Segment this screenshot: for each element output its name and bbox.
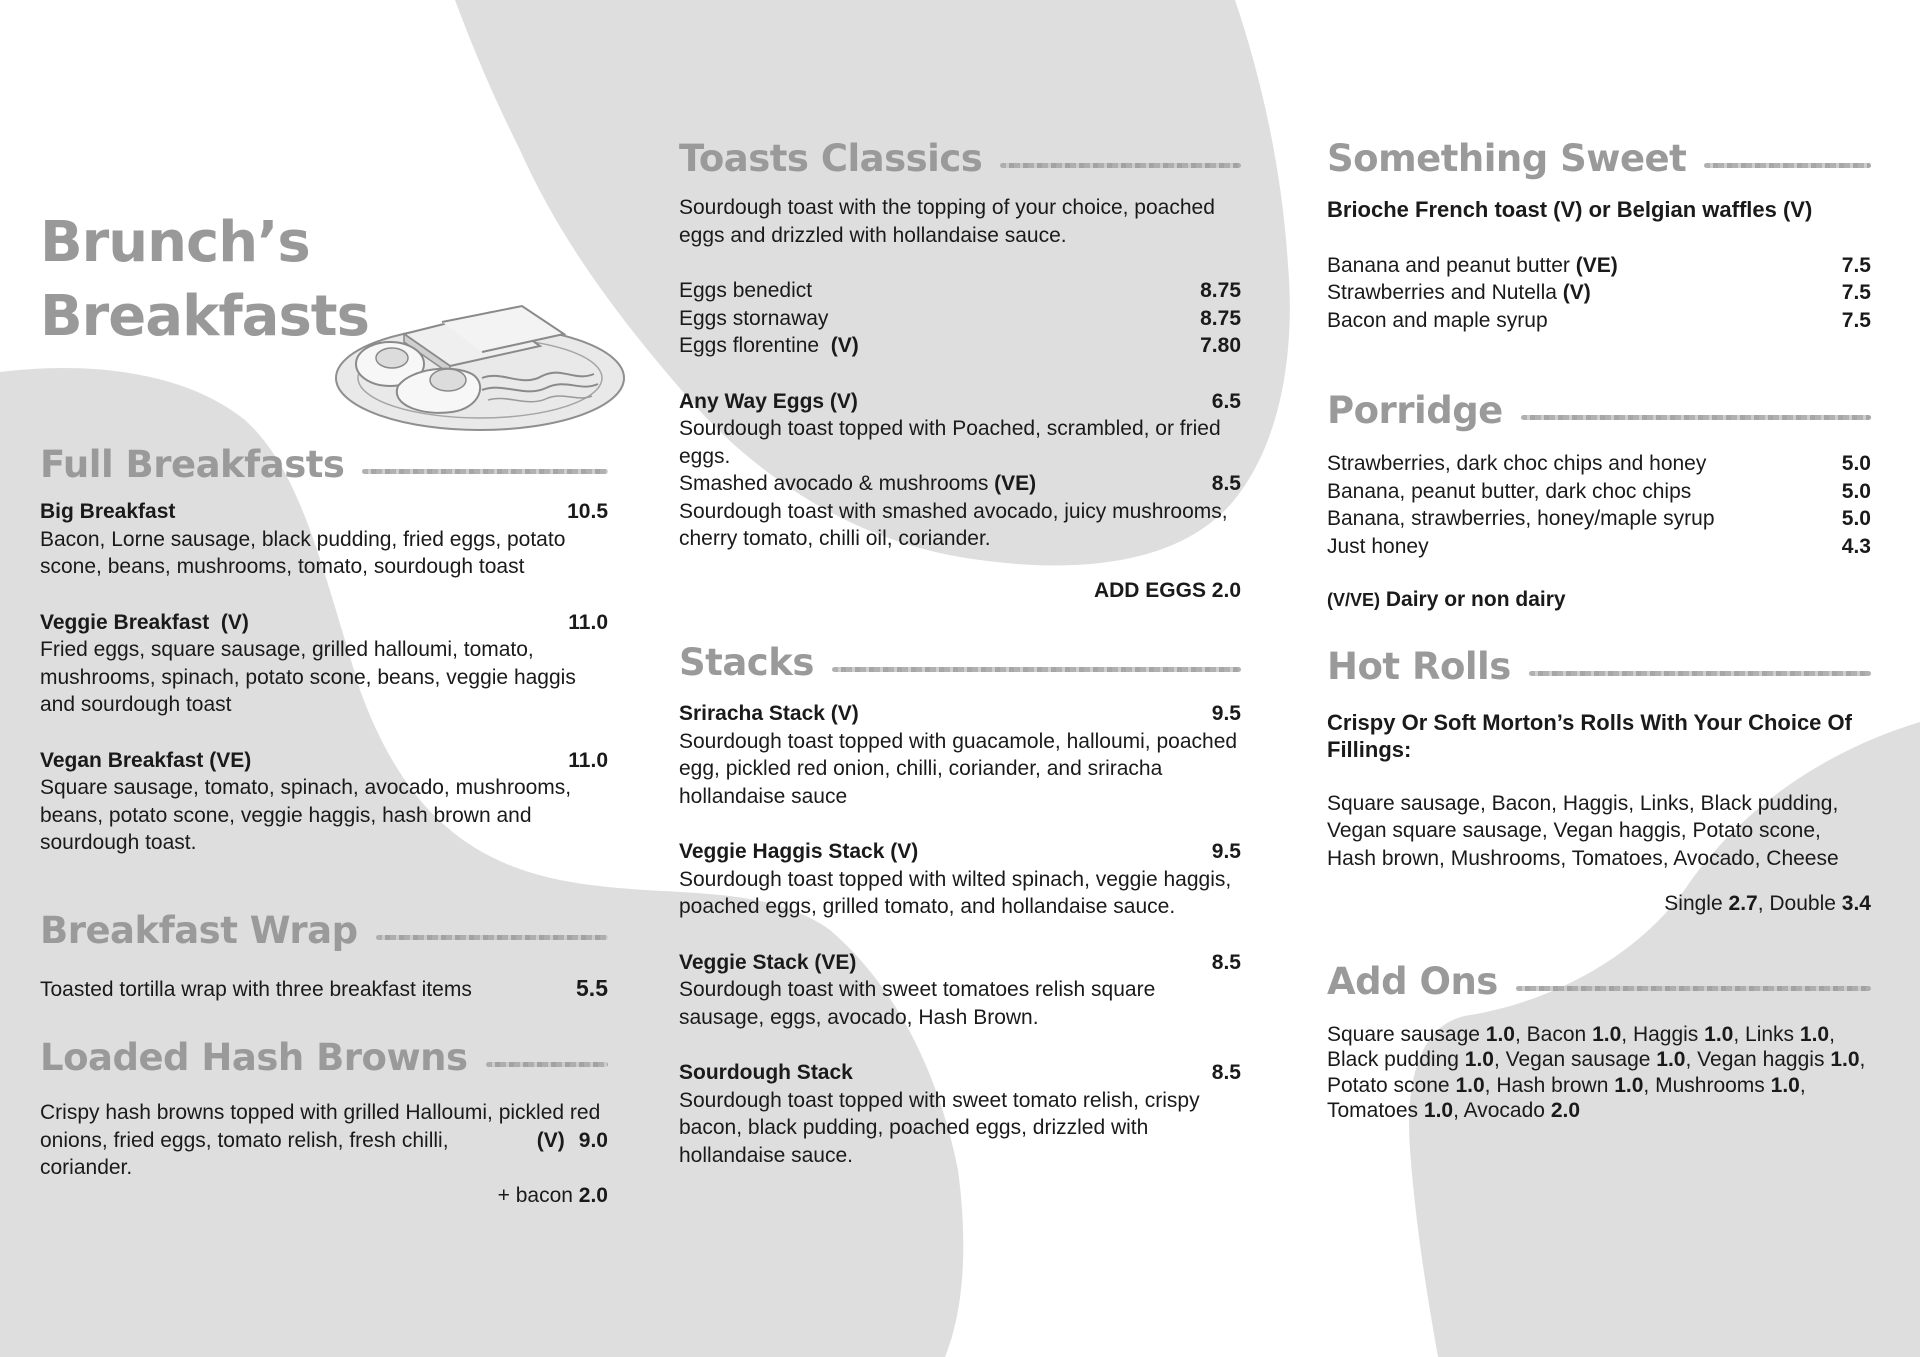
addon-price: 1.0 [1485,1022,1515,1046]
item-price: 5.0 [1841,479,1871,503]
addon-name: Black pudding [1327,1048,1459,1071]
item-price: 8.5 [1211,472,1241,495]
roll-prices: Single 2.7, Double 3.4 [1664,892,1871,915]
toasts-classics-heading: Toasts Classics [679,134,1241,182]
note-text: Dairy or non dairy [1385,588,1566,611]
menu-item [40,609,608,719]
double-label: Double [1769,892,1836,915]
full-breakfasts-section [40,440,608,857]
section-intro: Sourdough toast with the topping of your choice, poached eggs and drizzled with hollandaise sauce. [679,196,1215,247]
addon-name: Mushrooms [1655,1073,1765,1097]
addon-price: 2.0 [1550,1099,1581,1122]
single-label: Single [1664,892,1723,915]
porridge-section [1327,386,1871,615]
menu-item [679,470,1241,553]
item-name: Eggs florentine [679,334,820,357]
addon-name: Hash brown [1496,1073,1609,1097]
item-description: Crispy hash browns topped with grilled Halloumi, pickled red [40,1101,601,1124]
heading-rule [1521,415,1871,420]
item-description-cont: onions, fried eggs, tomato relish, fresh chilli, coriander. [40,1128,449,1179]
note-tag: (V/VE) [1327,590,1381,610]
item-tag: (V) [1562,281,1591,304]
heading-rule [1000,163,1241,168]
addon-name: Tomatoes [1327,1099,1419,1122]
menu-item [1327,307,1871,335]
left-column [40,206,608,1209]
menu-item [40,1127,608,1182]
porridge-note [1327,586,1871,615]
menu-item [679,305,1241,333]
heading-rule [1516,986,1871,991]
item-price: 7.5 [1841,281,1871,304]
item-description: Toasted tortilla wrap with three breakfast items [40,977,472,1001]
item-name: Just honey [1327,534,1429,558]
item-name: Strawberries, dark choc chips and honey [1327,452,1707,475]
fillings-list: Square sausage, Bacon, Haggis, Links, Black pudding, Vegan square sausage, Vegan haggis, Potato scone, Hash brown, Mushrooms, Tomatoes, Avocado, Cheese [1327,791,1839,870]
item-name: Big Breakfast [40,500,176,523]
item-description: Fried eggs, square sausage, grilled halloumi, tomato, mushrooms, spinach, potato scone, beans, veggie haggis and sourdough toast [40,638,576,716]
item-description: Square sausage, tomato, spinach, avocado, mushrooms, beans, potato scone, veggie haggis, hash brown and sourdough toast. [40,776,572,854]
addon-name: Haggis [1632,1022,1699,1046]
addon-price: 1.0 [1464,1048,1494,1071]
addon-name: Vegan sausage [1505,1048,1651,1071]
title-line-1: Brunch’s [40,210,310,275]
item-description: Sourdough toast with sweet tomatoes relish square sausage, eggs, avocado, Hash Brown. [679,978,1156,1029]
item-description: Sourdough toast topped with Poached, scrambled, or fried eggs. [679,417,1221,468]
hot-rolls-section [1327,643,1871,918]
heading-rule [376,935,608,940]
addon-price: 1.0 [1455,1073,1485,1097]
item-price: 6.5 [1211,389,1241,413]
porridge-heading: Porridge [1327,386,1871,434]
middle-column [679,134,1241,1169]
addon-price: 1.0 [1592,1022,1622,1046]
right-column [1327,134,1871,1124]
extra-label: + bacon [497,1183,573,1207]
item-name: Banana and peanut butter [1327,253,1570,277]
item-name: Veggie Breakfast (V) [40,610,249,634]
addon-name: Links [1745,1022,1795,1046]
item-name: Banana, peanut butter, dark choc chips [1327,479,1692,503]
addon-price: 1.0 [1830,1048,1860,1071]
breakfast-wrap-heading: Breakfast Wrap [40,907,608,955]
item-name: Vegan Breakfast (VE) [40,748,252,772]
heading-rule [1529,671,1871,676]
addon-price: 1.0 [1656,1048,1686,1071]
loaded-hash-browns-section [40,1033,608,1209]
item-name: Veggie Stack (VE) [679,950,857,974]
menu-item [679,1059,1241,1169]
addon-name: Vegan haggis [1697,1048,1825,1071]
item-name: Smashed avocado & mushrooms [679,472,989,495]
something-sweet-heading: Something Sweet [1327,134,1871,182]
heading-rule [362,469,608,474]
section-subtitle: Crispy Or Soft Morton’s Rolls With Your Choice Of Fillings: [1327,709,1852,762]
item-name: Eggs stornaway [679,306,829,330]
toasts-classics-section [679,134,1241,604]
item-description: Bacon, Lorne sausage, black pudding, fried eggs, potato scone, beans, mushrooms, tomato, sourdough toast [40,527,566,578]
item-tag: (V) [536,1128,565,1152]
stacks-heading: Stacks [679,638,1241,686]
single-price: 2.7 [1728,892,1758,915]
item-price: 7.5 [1841,253,1871,277]
menu-item [679,388,1241,471]
heading-rule [832,667,1241,672]
menu-item [40,498,608,581]
addon-price: 1.0 [1423,1099,1454,1122]
addon-price: 1.0 [1614,1073,1644,1097]
add-eggs-note: ADD EGGS 2.0 [1093,578,1241,602]
item-description: Sourdough toast topped with guacamole, halloumi, poached egg, pickled red onion, chilli, coriander, and sriracha hollandaise sauce [679,729,1238,808]
item-tag: (V) [830,334,859,357]
menu-item [40,975,608,1004]
addon-name: Square sausage [1327,1022,1480,1046]
menu-item [679,277,1241,305]
full-breakfasts-heading: Full Breakfasts [40,440,608,488]
item-price: 5.0 [1841,452,1871,475]
item-price: 7.80 [1200,334,1241,357]
menu-item [40,747,608,857]
item-name: Veggie Haggis Stack (V) [679,840,919,863]
item-name: Sourdough Stack [679,1061,853,1084]
item-price: 9.0 [578,1128,608,1152]
menu-item [679,332,1241,360]
item-price: 10.5 [567,500,608,523]
menu-item [679,949,1241,1032]
item-price: 4.3 [1841,534,1871,558]
item-name: Banana, strawberries, honey/maple syrup [1327,507,1715,530]
loaded-hash-browns-heading: Loaded Hash Browns [40,1033,608,1081]
add-ons-list: Square sausage 1.0, Bacon 1.0, Haggis 1.0, Links 1.0, Black pudding 1.0, Vegan sausage 1.0, Vegan haggis 1.0, Potato scone 1.0, Hash brown 1.0, Mushrooms 1.0, Tomatoes 1.0, Avocado 2.0 [1327,1022,1866,1122]
addon-name: Potato scone [1327,1073,1450,1097]
item-price: 5.0 [1841,507,1871,530]
item-name: Bacon and maple syrup [1327,308,1548,332]
item-name: Any Way Eggs (V) [679,389,858,413]
item-price: 8.5 [1211,950,1241,974]
hot-rolls-heading: Hot Rolls [1327,643,1871,691]
add-ons-heading: Add Ons [1327,958,1871,1006]
menu-item [1327,279,1871,307]
extra-price: 2.0 [578,1183,608,1207]
item-name: Sriracha Stack (V) [679,702,859,725]
item-tag: (VE) [994,472,1037,495]
item-price: 9.5 [1211,702,1241,725]
add-ons-section [1327,958,1871,1124]
item-name: Eggs benedict [679,279,813,302]
item-price: 11.0 [568,748,608,772]
something-sweet-section [1327,134,1871,334]
addon-price: 1.0 [1704,1022,1734,1046]
item-price: 8.75 [1200,279,1241,302]
breakfast-wrap-section [40,907,608,1004]
menu-item [1327,533,1871,561]
title-line-2: Breakfasts [40,284,369,349]
heading-rule [486,1062,608,1067]
item-price: 8.5 [1211,1061,1241,1084]
double-price: 3.4 [1841,892,1871,915]
item-tag: (VE) [1575,253,1618,277]
item-price: 7.5 [1841,308,1871,332]
section-subtitle: Brioche French toast (V) or Belgian waffles (V) [1327,197,1813,222]
item-description: Sourdough toast topped with sweet tomato relish, crispy bacon, black pudding, poached eggs, drizzled with hollandaise sauce. [679,1088,1200,1167]
item-name: Strawberries and Nutella [1327,281,1557,304]
item-price: 5.5 [576,974,608,1001]
heading-rule [1704,163,1871,168]
menu-item [1327,252,1871,280]
addon-name: Avocado [1463,1099,1545,1122]
menu-item [679,838,1241,921]
menu-item [1327,505,1871,533]
menu-item [679,700,1241,810]
addon-price: 1.0 [1799,1022,1830,1046]
addon-price: 1.0 [1770,1073,1800,1097]
item-description: Sourdough toast topped with wilted spinach, veggie haggis, poached eggs, grilled tomato, and hollandaise sauce. [679,867,1232,918]
item-price: 11.0 [568,610,608,634]
menu-item [1327,450,1871,478]
item-price: 8.75 [1200,306,1241,330]
stacks-section [679,638,1241,1169]
addon-name: Bacon [1526,1022,1587,1046]
menu-item [1327,478,1871,506]
extra-option [40,1182,608,1210]
item-description: Sourdough toast with smashed avocado, juicy mushrooms, cherry tomato, chilli oil, coriander. [679,499,1228,550]
item-price: 9.5 [1211,840,1241,863]
page-title [40,206,608,354]
